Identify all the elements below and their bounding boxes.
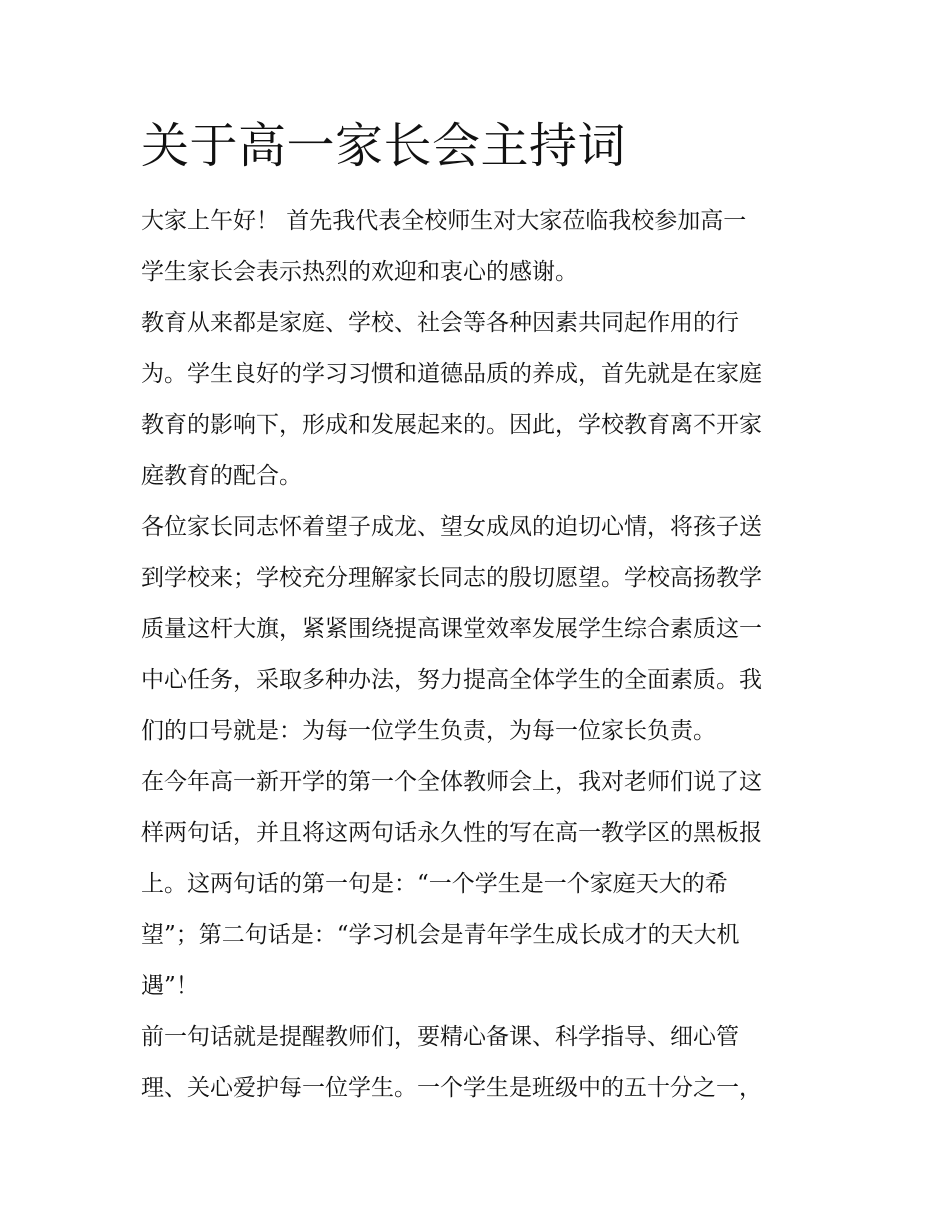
text-line: 各位家长同志怀着望子成龙、望女成凤的迫切心情，将孩子送: [141, 514, 762, 540]
text-line: 教育从来都是家庭、学校、社会等各种因素共同起作用的行: [141, 310, 739, 336]
text-line: 大家上午好！ 首先我代表全校师生对大家莅临我校参加高一: [141, 208, 747, 234]
document-body: [141, 196, 813, 1114]
text-line: 理、关心爱护每一位学生。一个学生是班级中的五十分之一，: [141, 1075, 762, 1101]
text-line: 为。学生良好的学习习惯和道德品质的养成，首先就是在家庭: [141, 361, 762, 387]
text-line: 们的口号就是：为每一位学生负责，为每一位家长负责。: [141, 718, 716, 744]
paragraph: [141, 196, 813, 298]
text-line: 庭教育的配合。: [141, 463, 302, 489]
paragraph: [141, 1012, 813, 1114]
text-line: 望”；第二句话是：“学习机会是青年学生成长成才的天大机: [141, 922, 740, 948]
text-line: 在今年高一新开学的第一个全体教师会上，我对老师们说了这: [141, 769, 762, 795]
document-title: 关于高一家长会主持词: [141, 118, 627, 174]
text-line: 样两句话，并且将这两句话永久性的写在高一教学区的黑板报: [141, 820, 762, 846]
text-line: 质量这杆大旗，紧紧围绕提高课堂效率发展学生综合素质这一: [141, 616, 762, 642]
paragraph: [141, 757, 813, 1012]
paragraph: [141, 502, 813, 757]
text-line: 到学校来；学校充分理解家长同志的殷切愿望。学校高扬教学: [141, 565, 762, 591]
text-line: 遇”！: [141, 973, 199, 999]
text-line: 学生家长会表示热烈的欢迎和衷心的感谢。: [141, 259, 578, 285]
text-line: 教育的影响下，形成和发展起来的。因此，学校教育离不开家: [141, 412, 762, 438]
paragraph: [141, 298, 813, 502]
text-line: 上。这两句话的第一句是：“一个学生是一个家庭天大的希: [141, 871, 728, 897]
text-line: 中心任务，采取多种办法，努力提高全体学生的全面素质。我: [141, 667, 762, 693]
text-line: 前一句话就是提醒教师们，要精心备课、科学指导、细心管: [141, 1024, 739, 1050]
